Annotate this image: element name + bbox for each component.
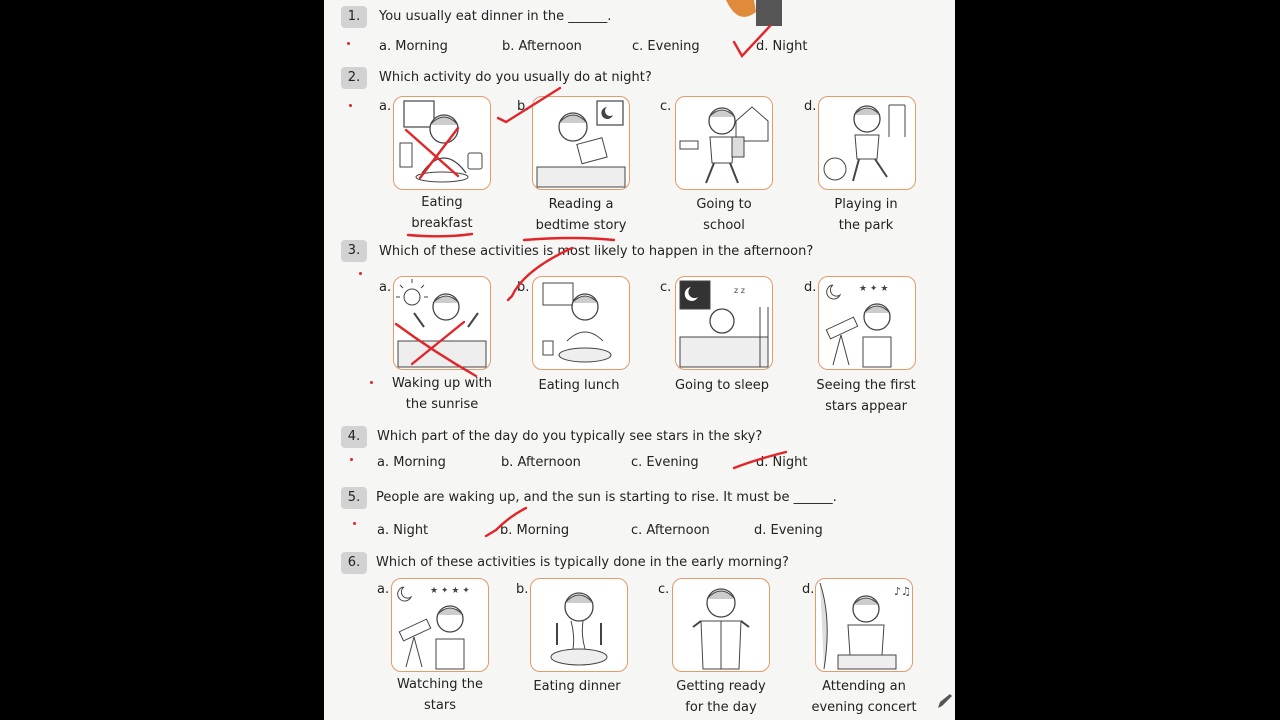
picture-caption: Eating breakfast [411,195,473,231]
option-c[interactable]: c. Evening [632,39,700,54]
option-letter: b. [517,280,530,295]
boy-walking-to-school-icon [676,97,772,189]
question-number: 1. [341,6,367,28]
option-letter: c. [658,582,670,597]
question-number: 5. [341,487,367,509]
option-b[interactable]: b. Afternoon [501,455,581,470]
underline [408,234,472,236]
picture-caption: Eating lunch [538,378,620,393]
boy-sleeping-moon-icon [676,277,772,369]
picture-caption: Playing in the park [834,197,898,233]
pencil-icon[interactable] [936,692,954,710]
option-letter: a. [379,280,392,295]
question-text: Which part of the day do you typically see stars in the sky? [377,429,763,444]
question-text: People are waking up, and the sun is starting to rise. It must be ______. [376,490,837,505]
boy-at-concert-icon [816,579,912,671]
svg-text:★ ✦ ★: ★ ✦ ★ [859,284,889,294]
svg-text:♪♫: ♪♫ [894,585,911,598]
option-a[interactable]: a. Morning [379,39,448,54]
option-letter: b. [516,582,529,597]
picture-caption: Going to sleep [674,378,770,393]
option-a[interactable]: a. Morning [377,455,446,470]
option-a[interactable]: a. Night [377,523,429,538]
boy-waking-up-sunrise-icon [394,277,490,369]
picture-caption: Reading a bedtime story [535,197,627,233]
picture-option-d[interactable] [818,96,916,190]
option-letter: a. [377,582,390,597]
question-text: You usually eat dinner in the ______. [379,9,612,24]
question-number: 4. [341,426,367,448]
boy-eating-lunch-icon [533,277,629,369]
option-c[interactable]: c. Afternoon [631,523,710,538]
question-text: Which activity do you usually do at night? [379,70,652,85]
option-letter: c. [660,99,672,114]
picture-option-a[interactable] [391,578,489,672]
boy-dressing-icon [673,579,769,671]
question-text: Which of these activities is typically done in the early morning? [376,555,789,570]
boy-telescope-stars-icon [392,579,488,671]
underline [524,238,614,240]
picture-option-b[interactable] [532,96,630,190]
cartoon-figure-icon [720,0,790,28]
svg-text:★ ✦ ★ ✦: ★ ✦ ★ ✦ [430,586,470,596]
option-b[interactable]: b. Morning [500,523,570,538]
picture-option-c[interactable] [672,578,770,672]
svg-text:z z: z z [734,286,745,295]
boy-reading-in-bed-icon [533,97,629,189]
boy-playing-ball-in-park-icon [819,97,915,189]
picture-caption: Seeing the first stars appear [816,378,916,414]
picture-option-c[interactable] [675,276,773,370]
picture-caption: Getting ready for the day [676,679,766,715]
option-c[interactable]: c. Evening [631,455,699,470]
picture-caption: Eating dinner [533,679,621,694]
question-number: 3. [341,240,367,262]
boy-telescope-stars-icon [819,277,915,369]
question-number: 2. [341,67,367,89]
picture-option-d[interactable] [818,276,916,370]
option-d[interactable]: d. Night [756,39,808,54]
option-letter: d. [804,99,817,114]
picture-option-d[interactable] [815,578,913,672]
picture-option-a[interactable] [393,96,491,190]
boy-eating-noodles-icon [531,579,627,671]
boy-eating-breakfast-icon [394,97,490,189]
worksheet-page [324,0,955,720]
question-number: 6. [341,552,367,574]
picture-caption: Going to school [696,197,752,233]
picture-caption: Waking up with the sunrise [392,376,492,412]
option-letter: c. [660,280,672,295]
option-d[interactable]: d. Night [756,455,808,470]
option-letter: b. [517,99,530,114]
picture-caption: Watching the stars [396,677,484,713]
option-b[interactable]: b. Afternoon [502,39,582,54]
picture-option-a[interactable] [393,276,491,370]
picture-option-b[interactable] [530,578,628,672]
option-letter: d. [804,280,817,295]
option-letter: d. [802,582,815,597]
option-d[interactable]: d. Evening [754,523,823,538]
question-text: Which of these activities is most likely to happen in the afternoon? [379,244,814,259]
picture-option-b[interactable] [532,276,630,370]
option-letter: a. [379,99,392,114]
picture-caption: Attending an evening concert [811,679,917,715]
picture-option-c[interactable] [675,96,773,190]
